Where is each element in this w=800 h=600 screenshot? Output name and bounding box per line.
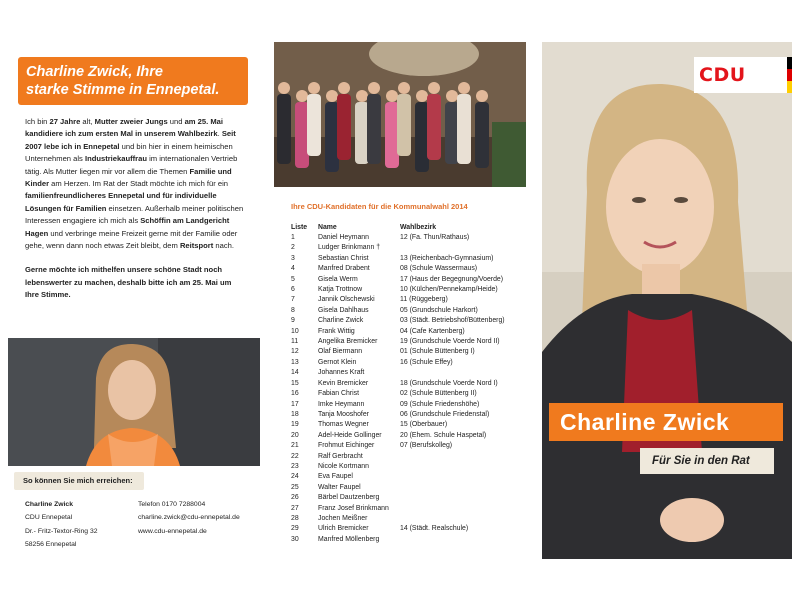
candidate-row <box>291 275 520 285</box>
candidate-district: 10 (Külchen/Pennekamp/Heide) <box>400 286 498 294</box>
headline-box <box>18 57 248 105</box>
candidate-row <box>291 306 520 316</box>
contact-details <box>138 498 263 538</box>
candidate-district: 15 (Oberbauer) <box>400 421 448 429</box>
candidate-number: 12 <box>291 348 299 356</box>
candidate-name: Sebastian Christ <box>318 254 369 262</box>
left-panel <box>0 0 268 600</box>
candidate-number: 2 <box>291 244 295 252</box>
candidate-row <box>291 264 520 274</box>
candidate-name: Ralf Gerbracht <box>318 452 363 460</box>
candidate-name: Olaf Biermann <box>318 348 363 356</box>
candidate-row <box>291 504 520 514</box>
headline-line-1: Charline Zwick, Ihre <box>26 64 163 80</box>
candidate-number: 20 <box>291 431 299 439</box>
candidate-district: 07 (Berufskolleg) <box>400 442 453 450</box>
candidate-row <box>291 347 520 357</box>
intro-bold-run: Reitsport <box>179 241 214 251</box>
headline-line-2: starke Stimme in Ennepetal. <box>26 82 220 98</box>
candidate-name: Manfred Möllenberg <box>318 535 380 543</box>
candidate-name: Manfred Drabent <box>318 265 370 273</box>
contact-address <box>25 498 135 552</box>
candidate-name-banner: Charline Zwick <box>549 403 783 441</box>
candidate-row <box>291 462 520 472</box>
header-name: Name <box>318 224 337 231</box>
candidate-name: Angelika Bremicker <box>318 338 378 346</box>
candidate-number: 3 <box>291 254 295 262</box>
intro-text <box>25 116 247 302</box>
contact-address-line: Dr.- Fritz-Textor-Ring 32 <box>25 527 98 535</box>
candidate-row <box>291 358 520 368</box>
candidate-number: 25 <box>291 483 299 491</box>
candidate-row <box>291 254 520 264</box>
candidate-number: 1 <box>291 234 295 241</box>
candidate-row <box>291 295 520 305</box>
candidate-district <box>400 368 520 378</box>
candidate-row <box>291 472 520 482</box>
contact-detail-line: www.cdu-ennepetal.de <box>138 527 207 535</box>
candidate-number: 7 <box>291 296 295 304</box>
slogan-banner: Für Sie in den Rat <box>640 448 774 474</box>
contact-detail-line: Telefon 0170 7288004 <box>138 501 206 508</box>
intro-run: alt, <box>80 117 95 126</box>
candidate-district: 11 (Rüggeberg) <box>400 296 448 304</box>
intro-bold-run: Schöffin am Landgericht Hagen <box>25 216 230 238</box>
candidate-district: 02 (Schule Büttenberg II) <box>400 390 477 398</box>
candidate-district: 14 (Städt. Realschule) <box>400 525 469 533</box>
candidate-row <box>291 431 520 441</box>
candidate-number: 16 <box>291 390 299 398</box>
candidate-number: 27 <box>291 504 299 512</box>
candidate-name: Fabian Christ <box>318 390 359 398</box>
candidate-row <box>291 452 520 462</box>
candidate-number: 24 <box>291 473 299 481</box>
candidate-name: Jochen Meißner <box>318 514 368 522</box>
candidate-district: 05 (Grundschule Harkort) <box>400 306 478 314</box>
intro-run: und <box>167 117 185 126</box>
candidate-district: 03 (Städt. Betriebshof/Büttenberg) <box>400 317 505 325</box>
candidate-district <box>400 493 520 503</box>
intro-paragraph <box>25 264 247 301</box>
candidate-district: 17 (Haus der Begegnung/Voerde) <box>400 275 504 283</box>
candidate-number: 10 <box>291 327 299 335</box>
candidate-district <box>400 462 520 472</box>
contact-heading: So können Sie mich erreichen: <box>14 472 144 490</box>
candidate-row <box>291 379 520 389</box>
candidate-number: 6 <box>291 286 295 294</box>
candidate-district: 12 (Fa. Thun/Rathaus) <box>400 234 470 241</box>
candidate-name: Gisela Werm <box>318 275 358 283</box>
intro-bold-run: 27 Jahre <box>49 117 81 126</box>
candidate-district: 18 (Grundschule Voerde Nord I) <box>400 379 498 387</box>
candidate-name: Franz Josef Brinkmann <box>318 504 389 512</box>
intro-bold-run: Mutter zweier Jungs <box>94 117 168 126</box>
candidate-number: 19 <box>291 421 299 429</box>
candidate-row <box>291 337 520 347</box>
intro-bold-run: Industriekauffrau <box>84 154 147 164</box>
candidate-district: 04 (Cafe Kartenberg) <box>400 327 465 335</box>
candidate-number: 30 <box>291 535 299 543</box>
intro-run: am Herzen. Im Rat der Stadt möchte ich mich für ein <box>49 179 229 189</box>
contact-address-line: 58256 Ennepetal <box>25 541 77 549</box>
cdu-logo <box>694 57 792 93</box>
candidate-name: Ulrich Bremicker <box>318 525 369 533</box>
candidate-name: Daniel Heymann <box>318 234 369 241</box>
candidate-district: 19 (Grundschule Voerde Nord II) <box>400 338 500 346</box>
candidate-number: 14 <box>291 369 299 377</box>
candidate-row <box>291 410 520 420</box>
candidate-district: 09 (Schule Friedenshöhe) <box>400 400 480 408</box>
candidate-name: Bärbel Dautzenberg <box>318 494 380 502</box>
candidate-name: Gernot Klein <box>318 358 357 366</box>
candidate-name: Imke Heymann <box>318 400 365 408</box>
contact-address-line: Charline Zwick <box>25 501 73 508</box>
candidate-number: 5 <box>291 275 295 283</box>
cdu-logo-text: CDU <box>699 64 746 86</box>
candidate-row <box>291 285 520 295</box>
intro-run: und verbringe meine Freizeit gerne mit der Familie oder gehe, wenn dann noch etwas Zeit bleibt, dem <box>25 228 238 251</box>
candidate-row <box>291 389 520 399</box>
candidate-number: 29 <box>291 525 299 533</box>
candidate-row <box>291 483 520 493</box>
candidate-district: 01 (Schule Büttenberg I) <box>400 348 475 356</box>
candidates-title: Ihre CDU-Kandidaten für die Kommunalwahl 2014 <box>291 202 468 211</box>
candidate-district: 13 (Reichenbach-Gymnasium) <box>400 254 494 262</box>
intro-bold-run: Seit 2007 lebe ich in Ennepetal <box>25 129 236 151</box>
candidate-number: 17 <box>291 400 299 408</box>
candidate-row <box>291 524 520 534</box>
candidate-name: Eva Faupel <box>318 473 353 481</box>
intro-bold-run: Familie und Kinder <box>25 166 232 189</box>
candidate-portrait <box>542 42 792 559</box>
intro-paragraph <box>25 116 247 252</box>
candidate-number: 13 <box>291 358 299 366</box>
candidate-number: 11 <box>291 338 299 346</box>
candidate-row <box>291 420 520 430</box>
candidate-number: 22 <box>291 452 299 460</box>
intro-bold-run: am 25. Mai kandidiere ich zum ersten Mal in unserem Wahlbezirk <box>25 117 223 139</box>
candidate-number: 9 <box>291 317 295 325</box>
intro-run: . <box>217 129 222 139</box>
candidate-number: 23 <box>291 462 299 470</box>
candidate-row <box>291 368 520 378</box>
candidate-row <box>291 514 520 524</box>
candidate-name: Charline Zwick <box>318 317 364 325</box>
candidate-district <box>400 452 520 462</box>
intro-bold-run: Gerne möchte ich mithelfen unsere schöne Stadt noch lebenswerter zu machen, deshalb bitte ich am 25. Mai um Ihre Stimme. <box>25 265 232 300</box>
candidate-row <box>291 327 520 337</box>
candidate-row <box>291 441 520 451</box>
candidate-row <box>291 316 520 326</box>
candidate-district <box>400 243 520 253</box>
contact-address-line: CDU Ennepetal <box>25 514 73 522</box>
portrait-photo <box>8 338 260 466</box>
candidate-row <box>291 535 520 545</box>
candidate-district: 20 (Ehem. Schule Haspetal) <box>400 431 487 439</box>
candidate-number: 26 <box>291 494 299 502</box>
intro-run: im internationalen Vertrieb tätig. Als Mutter liegen mir vor allem die Themen <box>25 154 238 176</box>
candidate-district: 06 (Grundschule Friedenstal) <box>400 410 490 418</box>
candidate-district <box>400 472 520 482</box>
candidate-district <box>400 535 520 545</box>
header-liste: Liste <box>291 224 308 231</box>
candidate-name: Frohmut Eichinger <box>318 442 375 450</box>
candidate-row <box>291 493 520 503</box>
candidate-name: Johannes Kraft <box>318 369 365 377</box>
candidate-name: Gisela Dahlhaus <box>318 306 369 314</box>
candidate-number: 8 <box>291 306 295 314</box>
candidate-name: Adel-Heide Gollinger <box>318 431 382 439</box>
candidate-row <box>291 400 520 410</box>
german-flag-icon <box>787 57 792 93</box>
intro-bold-run: familienfreundlicheres Ennepetal und für individuelle Lösungen für Familien <box>25 191 217 213</box>
candidate-number: 15 <box>291 379 299 387</box>
candidates-table <box>291 222 520 545</box>
candidate-district <box>400 483 520 493</box>
header-wahlbezirk: Wahlbezirk <box>400 224 437 231</box>
candidate-district <box>400 514 520 524</box>
intro-run: einsetzen. Außerhalb meiner politischen Interessen engagiere ich mich als <box>25 203 244 226</box>
candidates-header-row <box>291 222 520 233</box>
candidate-district: 08 (Schule Wassermaus) <box>400 265 478 273</box>
intro-run: und bin hier in einem heimischen Unternehmen als <box>25 141 233 164</box>
candidate-name: Ludger Brinkmann † <box>318 244 381 252</box>
candidate-name: Katja Trottnow <box>318 286 363 294</box>
candidate-name: Tanja Mooshofer <box>318 410 369 418</box>
candidate-number: 4 <box>291 265 295 273</box>
contact-detail-line: charline.zwick@cdu-ennepetal.de <box>138 514 240 522</box>
candidate-number: 18 <box>291 410 299 418</box>
candidate-name: Kevin Bremicker <box>318 379 369 387</box>
intro-run: Ich bin <box>25 117 50 126</box>
candidate-name: Nicole Kortmann <box>318 462 369 470</box>
candidate-name: Walter Faupel <box>318 483 361 491</box>
candidate-row <box>291 243 520 253</box>
candidate-district <box>400 504 520 514</box>
candidate-name: Thomas Wegner <box>318 421 369 429</box>
candidate-row <box>291 233 520 243</box>
candidate-name: Jannik Olschewski <box>318 296 375 304</box>
group-photo <box>274 42 526 187</box>
candidate-number: 28 <box>291 514 299 522</box>
intro-run: nach. <box>213 241 234 251</box>
candidate-number: 21 <box>291 442 299 450</box>
candidate-name: Frank Wittig <box>318 327 355 335</box>
candidate-district: 16 (Schule Effey) <box>400 358 453 366</box>
